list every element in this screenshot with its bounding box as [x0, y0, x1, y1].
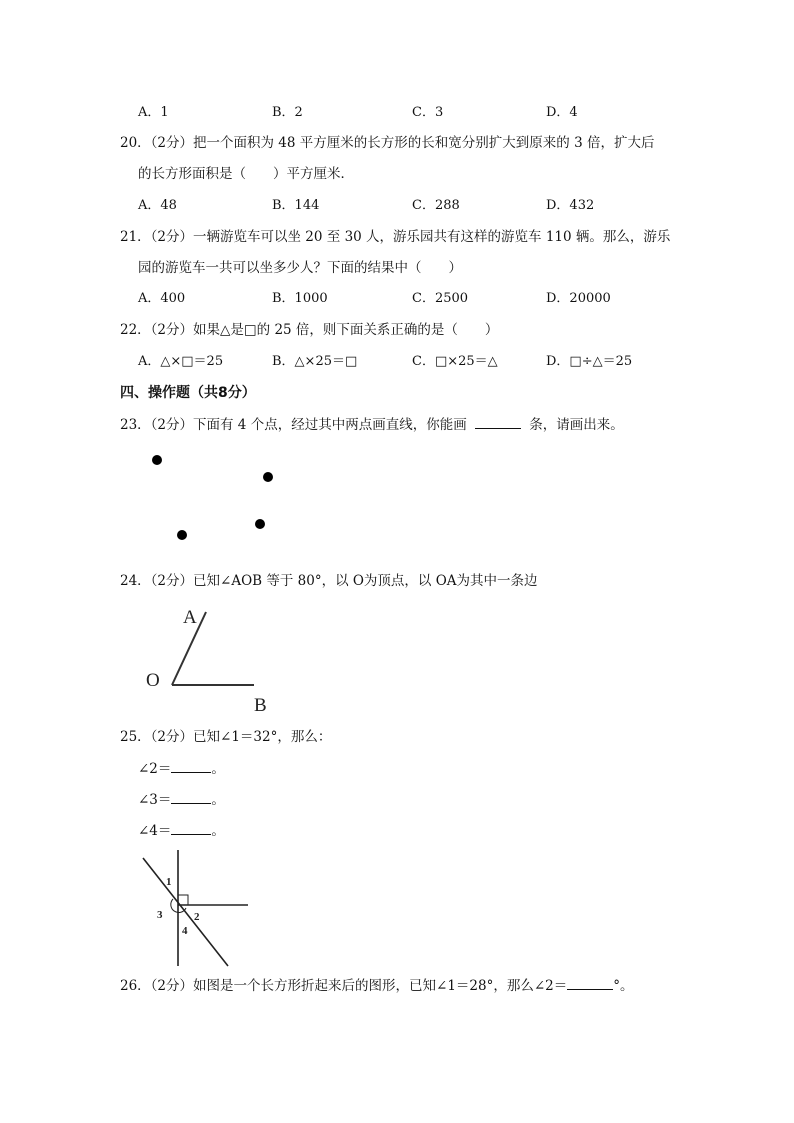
angle-aob-figure — [140, 600, 280, 718]
question-21-line-2: 园的游览车一共可以坐多少人？下面的结果中（ ） — [138, 260, 462, 276]
option-c: C．3 — [412, 105, 444, 120]
period: 。 — [211, 761, 225, 777]
label-b: B — [254, 695, 267, 716]
label-a: A — [183, 607, 197, 628]
period: 。 — [211, 823, 225, 839]
four-points-figure — [140, 445, 300, 550]
question-25-line-1: 25．（2分）已知∠1＝32°，那么： — [120, 729, 332, 745]
question-23-after: 条，请画出来。 — [529, 417, 624, 433]
question-24-text: 24．（2分）已知∠AOB 等于 80°，以 O为顶点，以 OA为其中一条边 — [120, 573, 538, 589]
label-4: 4 — [182, 925, 188, 937]
slanted-line — [143, 858, 228, 966]
label-1: 1 — [166, 876, 172, 888]
point — [152, 455, 162, 465]
question-23-text — [120, 416, 624, 434]
question-26-after: °。 — [613, 978, 634, 994]
option-a: A．48 — [138, 198, 177, 213]
period: 。 — [211, 792, 225, 808]
question-26 — [120, 977, 634, 995]
option-d: D．432 — [546, 198, 595, 213]
option-b: B．1000 — [272, 291, 328, 306]
angle-4-label: ∠4＝ — [138, 823, 172, 839]
option-b: B．144 — [272, 198, 320, 213]
answer-blank[interactable] — [475, 416, 521, 429]
question-23-before: 23．（2分）下面有 4 个点，经过其中两点画直线，你能画 — [120, 417, 467, 433]
section-heading: 四、操作题（共8分） — [120, 385, 256, 401]
question-20-line-1: 20．（2分）把一个面积为 48 平方厘米的长方形的长和宽分别扩大到原来的 3 倍，扩大后 — [120, 135, 655, 151]
answer-row-angle-3 — [138, 791, 225, 809]
answer-blank[interactable] — [171, 791, 211, 804]
label-3: 3 — [157, 909, 163, 921]
option-a: A．△×□＝25 — [138, 354, 224, 369]
label-o: O — [146, 670, 160, 691]
intersecting-lines-figure — [138, 848, 252, 970]
answer-blank[interactable] — [171, 760, 211, 773]
option-a: A．1 — [138, 105, 169, 120]
answer-blank[interactable] — [567, 977, 613, 990]
point — [255, 519, 265, 529]
option-b: B．△×25＝□ — [272, 354, 358, 369]
question-26-before: 26．（2分）如图是一个长方形折起来后的图形，已知∠1＝28°，那么∠2＝ — [120, 978, 568, 994]
angle-2-label: ∠2＝ — [138, 761, 172, 777]
question-21-line-1: 21．（2分）一辆游览车可以坐 20 至 30 人，游乐园共有这样的游览车 110 辆。那么，游乐 — [120, 229, 671, 245]
answer-blank[interactable] — [171, 822, 211, 835]
option-d: D．20000 — [546, 291, 611, 306]
option-c: C．2500 — [412, 291, 469, 306]
option-d: D．4 — [546, 105, 578, 120]
label-2: 2 — [194, 911, 200, 923]
option-c: C．288 — [412, 198, 460, 213]
question-22-line-1: 22．（2分）如果△是□的 25 倍，则下面关系正确的是（ ） — [120, 322, 499, 338]
question-20-line-2: 的长方形面积是（ ）平方厘米． — [138, 166, 354, 182]
option-b: B．2 — [272, 105, 303, 120]
answer-row-angle-2 — [138, 760, 225, 778]
option-a: A．400 — [138, 291, 186, 306]
answer-row-angle-4 — [138, 822, 225, 840]
option-d: D．□÷△＝25 — [546, 354, 633, 369]
point — [177, 530, 187, 540]
option-c: C．□×25＝△ — [412, 354, 498, 369]
angle-3-label: ∠3＝ — [138, 792, 172, 808]
point — [263, 472, 273, 482]
